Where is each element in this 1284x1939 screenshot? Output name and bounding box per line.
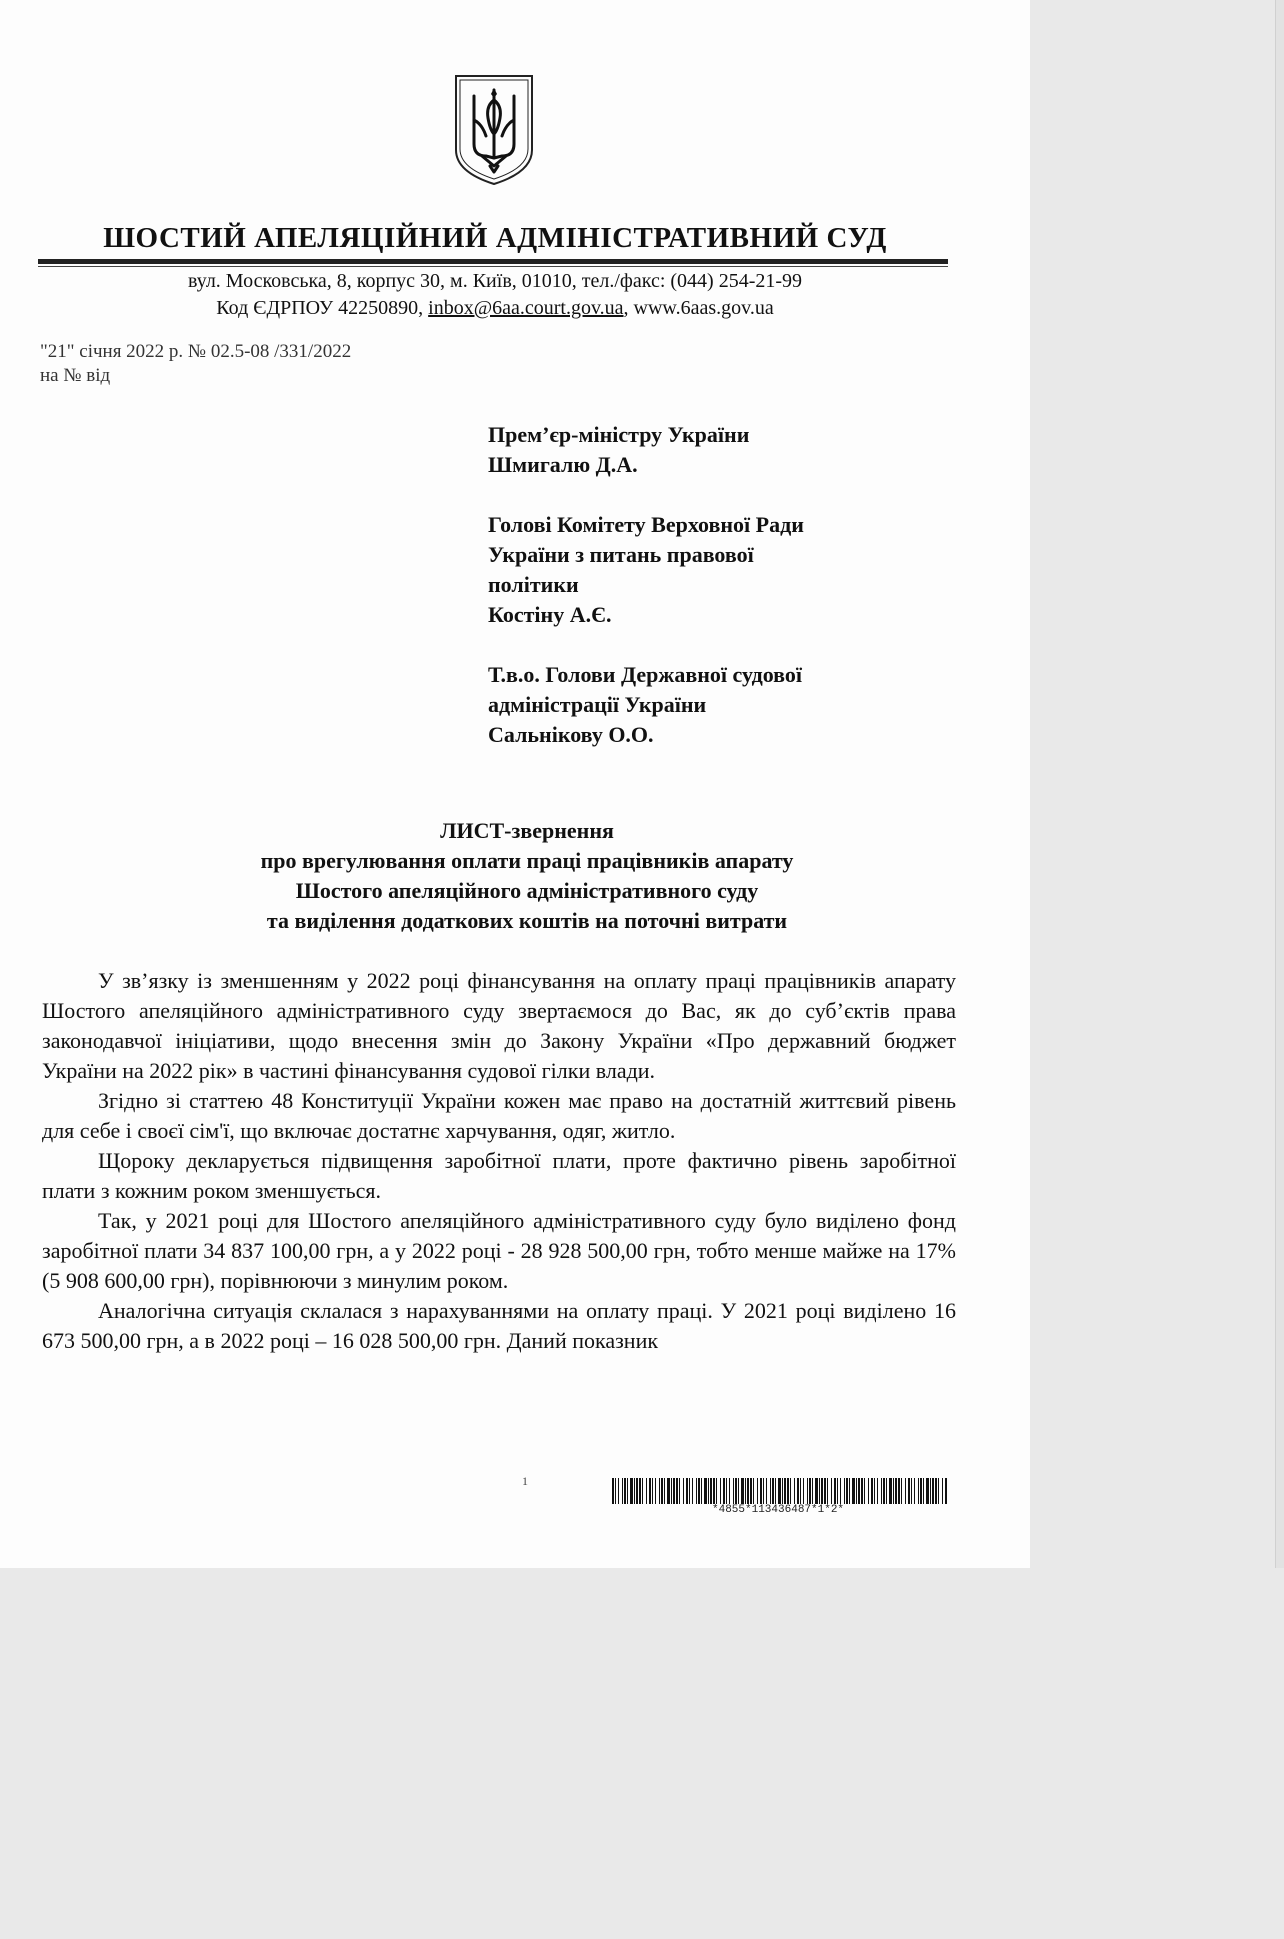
recipient-block bbox=[488, 420, 958, 480]
address-line: вул. Московська, 8, корпус 30, м. Київ, 01010, тел./факс: (044) 254-21-99 bbox=[187, 270, 803, 292]
title-line: про врегулювання оплати праці працівників апарату bbox=[260, 848, 794, 873]
coat-of-arms-icon bbox=[452, 72, 536, 188]
body-paragraph: Щороку декларується підвищення заробітної плати, проте фактично рівень заробітної плати з кожним роком зменшується. bbox=[42, 1148, 956, 1203]
date-and-number: "21" січня 2022 р. № 02.5-08 /331/2022 bbox=[40, 341, 352, 362]
court-address bbox=[40, 268, 950, 322]
recipient-line: Прем’єр-міністру України bbox=[488, 422, 750, 447]
court-name: ШОСТИЙ АПЕЛЯЦІЙНИЙ АДМІНІСТРАТИВНИЙ СУД bbox=[103, 222, 887, 254]
barcode-icon bbox=[612, 1478, 948, 1504]
recipients bbox=[488, 420, 958, 780]
recipient-line: адміністрації України bbox=[488, 692, 707, 717]
website: , www.6aas.gov.ua bbox=[623, 297, 774, 319]
outgoing-number bbox=[40, 340, 351, 388]
recipient-block bbox=[488, 660, 958, 750]
email-link[interactable]: inbox@6aa.court.gov.ua bbox=[428, 297, 624, 319]
recipient-line: Сальнікову О.О. bbox=[488, 722, 654, 747]
header-divider-thin bbox=[38, 266, 948, 267]
recipient-block bbox=[488, 510, 958, 630]
recipient-line: політики bbox=[488, 572, 579, 597]
contacts-line bbox=[40, 295, 950, 322]
title-line: та виділення додаткових коштів на поточні витрати bbox=[266, 908, 788, 933]
body-paragraph: Згідно зі статтею 48 Конституції України кожен має право на достатній життєвий рівень для себе і своєї сім'ї, що включає достатнє харчування, одяг, житло. bbox=[42, 1088, 956, 1143]
title-line: Шостого апеляційного адміністративного суду bbox=[295, 878, 759, 903]
recipient-line: Голові Комітету Верховної Ради bbox=[488, 512, 804, 537]
page-number: 1 bbox=[522, 1474, 528, 1488]
recipient-line: Костіну А.Є. bbox=[488, 602, 612, 627]
barcode-number: *4855*113436487*1*2* bbox=[712, 1504, 845, 1516]
title-line: ЛИСТ-звернення bbox=[440, 818, 614, 843]
recipient-line: України з питань правової bbox=[488, 542, 754, 567]
edrpou-code: Код ЄДРПОУ 42250890, bbox=[216, 297, 429, 319]
recipient-line: Т.в.о. Голови Державної судової bbox=[488, 662, 803, 687]
body-paragraph: У зв’язку із зменшенням у 2022 році фінансування на оплату праці працівників апарату Шостого апеляційного адміністративного суду звертаємося до Вас, як до суб’єктів права законодавчої ініціативи, щодо внесення змін до Закону України «Про державний бюджет України на 2022 рік» в частині фінансування судової гілки влади. bbox=[42, 968, 956, 1083]
header-divider bbox=[38, 259, 948, 264]
body-paragraph: Так, у 2021 році для Шостого апеляційного адміністративного суду було виділено фонд заробітної плати 34 837 100,00 грн, а у 2022 році - 28 928 500,00 грн, тобто менше майже на 17% (5 908 600,00 грн), порівнюючи з минулим роком. bbox=[42, 1208, 956, 1293]
letter-title bbox=[40, 816, 1014, 936]
recipient-line: Шмигалю Д.А. bbox=[488, 452, 638, 477]
body-paragraph: Аналогічна ситуація склалася з нарахуваннями на оплату праці. У 2021 році виділено 16 673 500,00 грн, а в 2022 році – 16 028 500,00 грн. Даний показник bbox=[42, 1298, 956, 1353]
letter-body bbox=[42, 966, 956, 1356]
reference-line: на № від bbox=[40, 365, 111, 386]
page-edge bbox=[1275, 0, 1284, 1568]
